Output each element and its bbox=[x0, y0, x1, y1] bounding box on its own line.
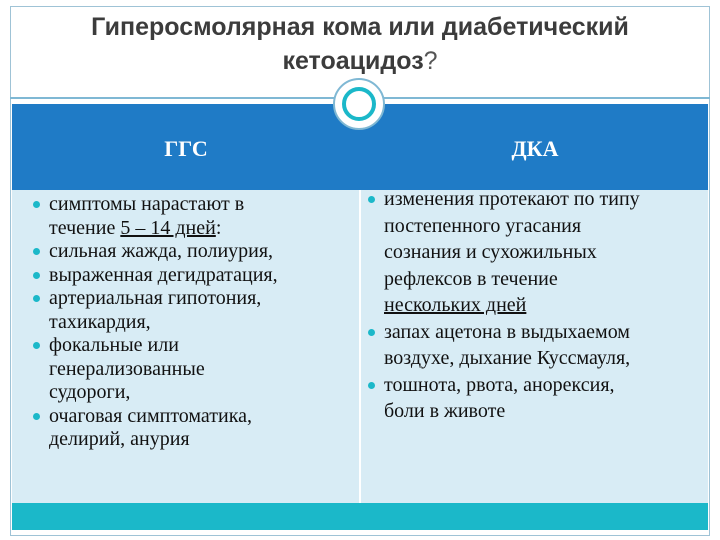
column-divider bbox=[359, 190, 361, 503]
duration-text: 5 – 14 дней bbox=[120, 216, 216, 239]
list-item-text: воздухе, дыхание Куссмауля, bbox=[384, 347, 631, 369]
list-item bbox=[12, 193, 352, 240]
list-item-text: очаговая симптоматика, bbox=[49, 404, 253, 427]
list-item-text: течение bbox=[49, 216, 121, 239]
ggs-symptom-list bbox=[12, 193, 352, 452]
bullet-icon bbox=[368, 329, 375, 336]
list-item-text: симптомы нарастают в bbox=[49, 193, 245, 215]
list-item bbox=[12, 264, 352, 288]
list-item bbox=[362, 186, 702, 319]
list-item-text: тахикардия, bbox=[49, 310, 151, 333]
list-item-text: судороги, bbox=[49, 381, 131, 403]
list-item-text: сознания и сухожильных bbox=[384, 241, 597, 263]
table-footer-band bbox=[12, 503, 708, 530]
list-item-text: выраженная дегидратация, bbox=[49, 263, 278, 286]
list-item-text: боли в животе bbox=[384, 400, 506, 422]
list-item-text: тошнота, рвота, анорексия, bbox=[384, 373, 615, 396]
list-item bbox=[12, 405, 352, 452]
bullet-icon bbox=[368, 382, 375, 389]
list-item-text: рефлексов в течение bbox=[384, 267, 558, 290]
column-header-ggs: ГГС bbox=[164, 136, 208, 161]
bullet-icon bbox=[33, 201, 40, 208]
bullet-icon bbox=[33, 248, 40, 255]
duration-text: нескольких дней bbox=[384, 294, 527, 316]
slide-title bbox=[12, 10, 708, 78]
title-question-mark: ? bbox=[423, 47, 438, 75]
bullet-icon bbox=[33, 295, 40, 302]
bullet-icon bbox=[33, 342, 40, 349]
list-item bbox=[362, 372, 702, 425]
title-line-2-text: кетоацидоз bbox=[282, 47, 424, 75]
list-item bbox=[12, 240, 352, 264]
list-item bbox=[12, 287, 352, 334]
list-item-text: делирий, анурия bbox=[49, 428, 190, 450]
title-line-1: Гиперосмолярная кома или диабетический bbox=[91, 13, 629, 41]
list-item bbox=[12, 334, 352, 405]
list-item-text: сильная жажда, полиурия, bbox=[49, 240, 274, 262]
dka-symptom-list bbox=[362, 186, 702, 425]
list-item-text: генерализованные bbox=[49, 357, 205, 380]
bullet-icon bbox=[33, 272, 40, 279]
list-item-text: артериальная гипотония, bbox=[49, 287, 262, 309]
bullet-icon bbox=[33, 413, 40, 420]
title-line-2 bbox=[12, 44, 708, 78]
list-item-text: фокальные или bbox=[49, 334, 179, 356]
list-item-text: запах ацетона в выдыхаемом bbox=[384, 320, 630, 343]
list-item-text: постепенного угасания bbox=[384, 214, 582, 237]
circle-ornament-icon bbox=[333, 78, 385, 130]
column-header-dka: ДКА bbox=[511, 136, 559, 161]
list-item-text: изменения протекают по типу bbox=[384, 188, 640, 210]
list-item-text: : bbox=[215, 216, 222, 239]
circle-ornament-inner bbox=[342, 87, 376, 121]
bullet-icon bbox=[368, 196, 375, 203]
list-item bbox=[362, 319, 702, 372]
